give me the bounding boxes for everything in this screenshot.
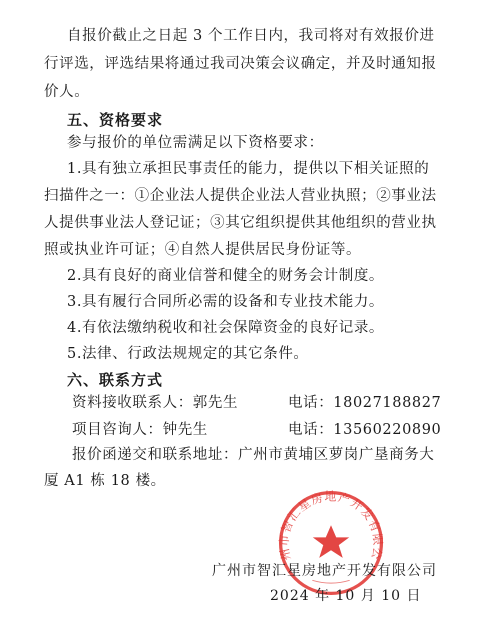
intro-line-3: 价人。 — [44, 84, 90, 100]
address-line-2: 厦 A1 栋 18 楼。 — [44, 473, 166, 489]
qualification-item-1-line-3: 人提供事业法人登记证；③其它组织提供其他组织的营业执 — [44, 215, 437, 231]
section5-heading: 五、资格要求 — [67, 111, 164, 129]
qualification-item-1-line-4: 照或执业许可证；④自然人提供居民身份证等。 — [44, 242, 362, 258]
contact-phone: 电话：18027188827 — [288, 395, 442, 411]
signature-company: 广州市智汇星房地产开发有限公司 — [212, 563, 437, 579]
company-seal — [275, 487, 387, 599]
signature-date: 2024 年 10 月 10 日 — [270, 588, 422, 604]
seal-star-icon — [313, 525, 349, 558]
intro-line-1: 自报价截止之日起 3 个工作日内，我司将对有效报价进 — [67, 28, 435, 44]
contact-label: 资料接收联系人：郭先生 — [72, 395, 239, 411]
contact-label: 项目咨询人：钟先生 — [72, 422, 208, 438]
contact-phone: 电话：13560220890 — [288, 422, 442, 438]
intro-line-2: 行评选，评选结果将通过我司决策会议确定，并及时通知报 — [44, 56, 437, 72]
section5-intro: 参与报价的单位需满足以下资格要求： — [67, 135, 324, 151]
qualification-item-1-line-2: 扫描件之一：①企业法人提供企业法人营业执照；②事业法 — [44, 188, 437, 204]
address-line-1: 报价函递交和联系地址：广州市黄埔区萝岗广垦商务大 — [72, 447, 435, 463]
qualification-item-3: 3.具有履行合同所必需的设备和专业技术能力。 — [67, 294, 385, 310]
seal-text: 州市智汇星房地产开发有限公 — [276, 489, 386, 562]
section6-heading: 六、联系方式 — [67, 371, 164, 389]
qualification-item-5: 5.法律、行政法规规定的其它条件。 — [67, 346, 309, 362]
qualification-item-2: 2.具有良好的商业信誉和健全的财务会计制度。 — [67, 268, 385, 284]
qualification-item-4: 4.有依法缴纳税收和社会保障资金的良好记录。 — [67, 320, 385, 336]
qualification-item-1-line-1: 1.具有独立承担民事责任的能力，提供以下相关证照的 — [67, 161, 430, 177]
